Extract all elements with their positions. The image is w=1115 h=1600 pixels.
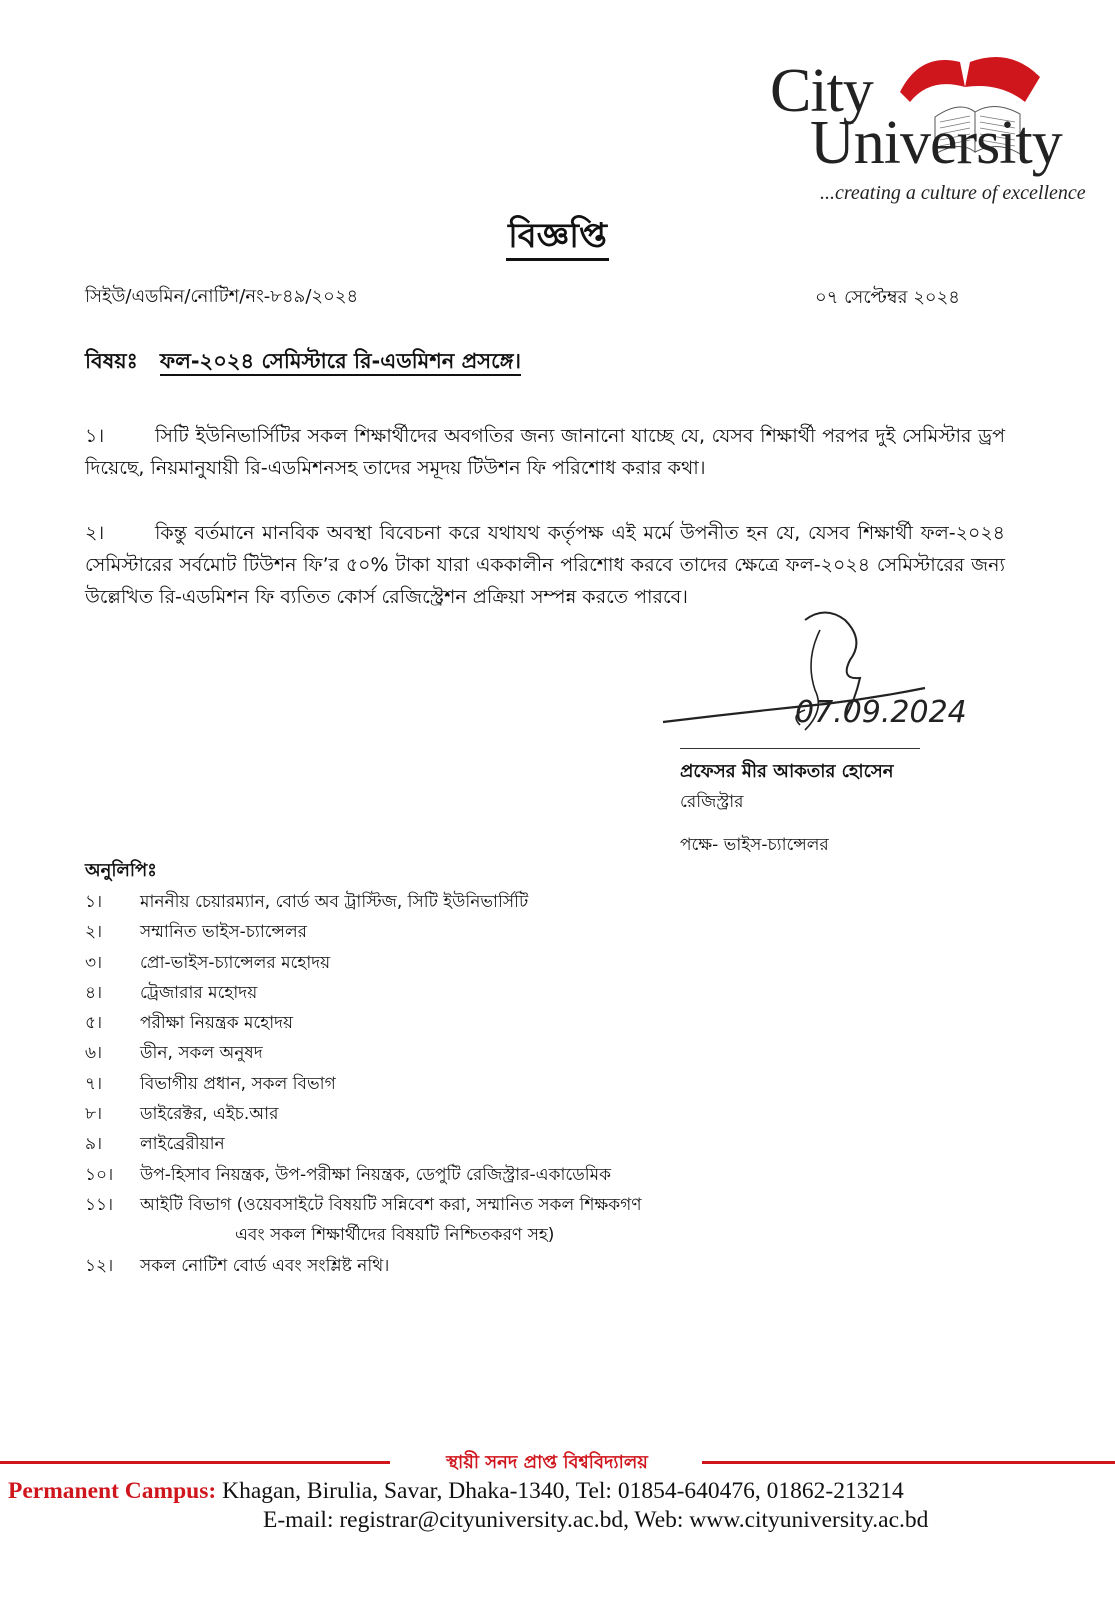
copy-item-number: ৩। (85, 952, 103, 973)
copy-item (85, 948, 985, 978)
copy-item-text: ডীন, সকল অনুষদ (140, 1043, 263, 1064)
footer-tagline: স্থায়ী সনদ প্রাপ্ত বিশ্ববিদ্যালয় (446, 1452, 648, 1473)
copy-item-number: ১২। (85, 1255, 114, 1276)
notice-date: ০৭ সেপ্টেম্বর ২০২৪ (815, 287, 960, 308)
copies-list (85, 887, 985, 1281)
copy-item-text: প্রো-ভাইস-চ্যান্সেলর মহোদয় (140, 952, 331, 973)
paragraph-number: ২। (85, 522, 105, 544)
copy-item (85, 1099, 985, 1129)
logo-tagline: ...creating a culture of excellence (820, 182, 1086, 204)
paragraph-text: কিন্তু বর্তমানে মানবিক অবস্থা বিবেচনা করে যথাযথ কর্তৃপক্ষ এই মর্মে উপনীত হন যে, যেসব শিক্ষার্থী ফল-২০২৪ সেমিস্টারের সর্বমোট টিউশন ফি’র ৫০% টাকা যারা এককালীন পরিশোধ করবে তাদের ক্ষেত্রে ফল-২০২৪ সেমিস্টারের জন্য উল্লেখিত রি-এডমিশন ফি ব্যতিত কোর্স রেজিস্ট্রেশন প্রক্রিয়া সম্পন্ন করতে পারবে। (85, 522, 1005, 608)
copy-item-number: ৪। (85, 982, 103, 1003)
copy-item-text: পরীক্ষা নিয়ন্ত্রক মহোদয় (140, 1013, 294, 1034)
paragraph-1 (85, 420, 1005, 484)
copy-item-number: ১০। (85, 1164, 114, 1185)
copy-item (85, 1038, 985, 1068)
copy-item (85, 1251, 985, 1281)
copies-heading: অনুলিপিঃ (85, 860, 157, 881)
copy-item-continuation: এবং সকল শিক্ষার্থীদের বিষয়টি নিশ্চিতকরণ সহ) (235, 1225, 555, 1246)
footer-rule-right (702, 1461, 1115, 1464)
university-logo (770, 22, 1100, 222)
copy-item-number: ৫। (85, 1013, 103, 1034)
copy-item-number: ৯। (85, 1134, 103, 1155)
copy-item-number: ৮। (85, 1104, 103, 1125)
footer-contact: E-mail: registrar@cityuniversity.ac.bd, Web: www.cityuniversity.ac.bd (263, 1507, 929, 1533)
handwritten-signature (655, 600, 975, 740)
copy-item (85, 887, 985, 917)
copy-item-number: ৭। (85, 1073, 103, 1094)
signer-name: প্রফেসর মীর আকতার হোসেন (680, 761, 894, 782)
paragraph-text: সিটি ইউনিভার্সিটির সকল শিক্ষার্থীদের অবগতির জন্য জানানো যাচ্ছে যে, যেসব শিক্ষার্থী পরপর দুই সেমিস্টার ড্রপ দিয়েছে, নিয়মানুযায়ী রি-এডমিশনসহ তাদের সমূদয় টিউশন ফি পরিশোধ করার কথা। (85, 425, 1005, 479)
copy-item-text: আইটি বিভাগ (ওয়েবসাইটে বিষয়টি সন্নিবেশ করা, সম্মানিত সকল শিক্ষকগণ (140, 1194, 642, 1215)
copy-item-text: সকল নোটিশ বোর্ড এবং সংশ্লিষ্ট নথি। (140, 1255, 390, 1276)
reference-number: সিইউ/এডমিন/নোটিশ/নং-৮৪৯/২০২৪ (85, 286, 359, 307)
copy-item-number: ২। (85, 922, 103, 943)
paragraph-2 (85, 517, 1005, 613)
copy-item (85, 1008, 985, 1038)
copy-item-text: লাইব্রেরীয়ান (140, 1134, 225, 1155)
copy-item-text: মাননীয় চেয়ারম্যান, বোর্ড অব ট্রাস্টিজ, সিটি ইউনিভার্সিটি (140, 892, 529, 912)
paragraph-number: ১। (85, 425, 105, 447)
footer-address-line (8, 1478, 904, 1505)
footer-campus-label: Permanent Campus: (8, 1478, 217, 1504)
copy-item-number: ১১। (85, 1194, 114, 1215)
copy-item-text: ডাইরেক্টর, এইচ.আর (140, 1104, 279, 1125)
copy-item (85, 978, 985, 1008)
logo-text-city: City (770, 57, 873, 125)
copy-item (85, 917, 985, 947)
signer-on-behalf: পক্ষে- ভাইস-চ্যান্সেলর (680, 835, 829, 855)
copy-item (85, 1160, 985, 1190)
copy-item-number: ১। (85, 892, 103, 912)
copy-item (85, 1069, 985, 1099)
signer-title: রেজিস্ট্রার (680, 792, 744, 812)
footer-address: Khagan, Birulia, Savar, Dhaka-1340, Tel: 01854-640476, 01862-213214 (222, 1478, 904, 1504)
signature-date: 07.09.2024 (795, 695, 967, 730)
copy-item-number: ৬। (85, 1043, 103, 1064)
copy-item-text: বিভাগীয় প্রধান, সকল বিভাগ (140, 1073, 336, 1094)
footer-rule-left (0, 1461, 390, 1464)
copy-item-text: উপ-হিসাব নিয়ন্ত্রক, উপ-পরীক্ষা নিয়ন্ত্রক, ডেপুটি রেজিস্ট্রার-একাডেমিক (140, 1164, 611, 1185)
logo-text-university: University (810, 109, 1062, 177)
copy-item-text: ট্রেজারার মহোদয় (140, 982, 258, 1003)
subject-line (85, 345, 521, 380)
subject-text: ফল-২০২৪ সেমিস্টারে রি-এডমিশন প্রসঙ্গে। (160, 349, 521, 376)
copy-item (85, 1190, 985, 1251)
signature-rule (680, 748, 920, 749)
copy-item-text: সম্মানিত ভাইস-চ্যান্সেলর (140, 922, 308, 943)
subject-label: বিষয়ঃ (85, 349, 138, 373)
notice-title: বিজ্ঞপ্তি (0, 210, 1115, 267)
copy-item (85, 1129, 985, 1159)
